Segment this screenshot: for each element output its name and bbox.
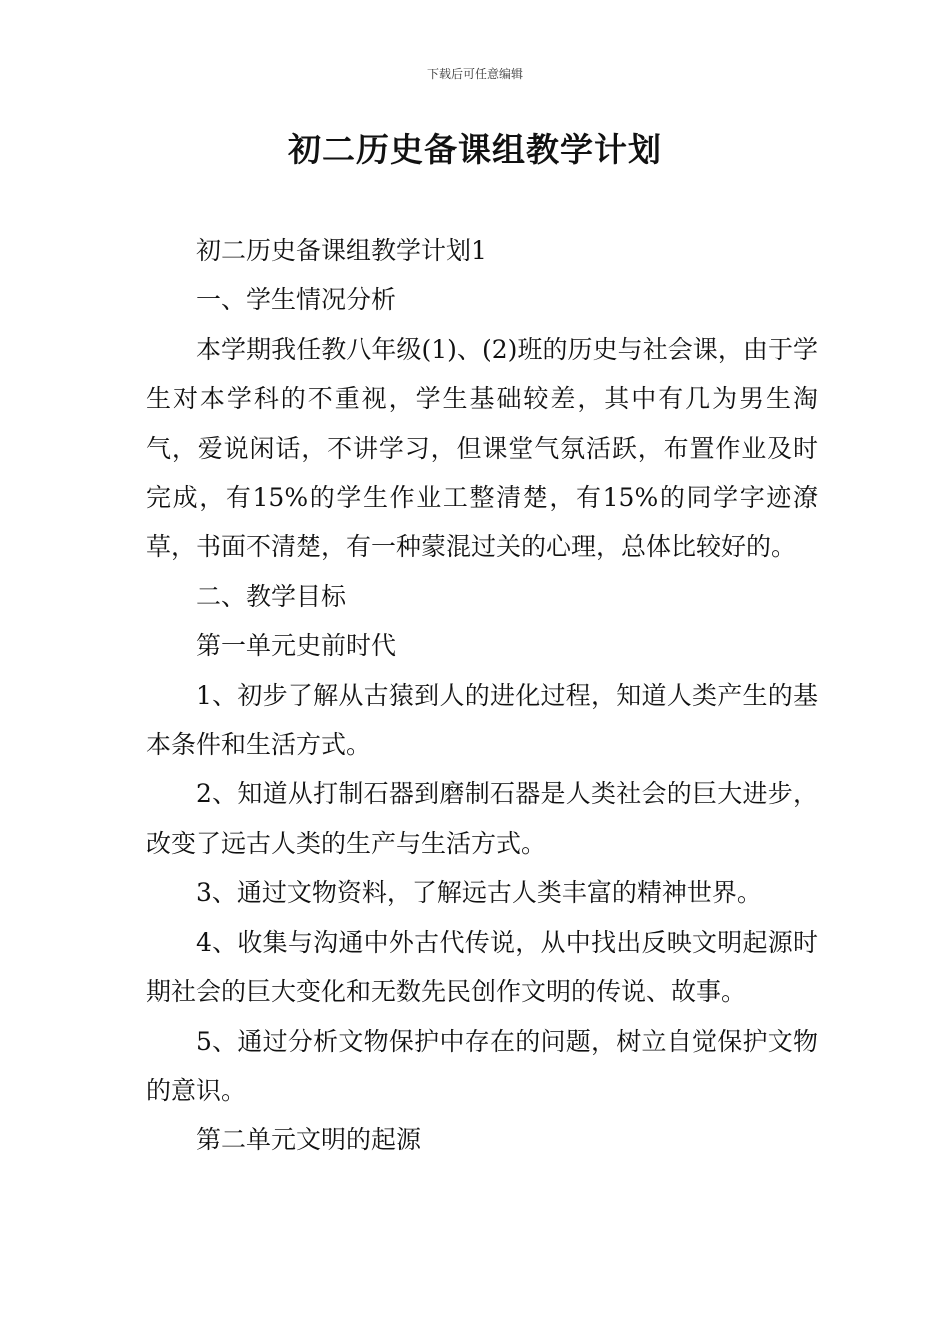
goal-item-5: 5、通过分析文物保护中存在的问题，树立自觉保护文物的意识。	[146, 1026, 818, 1105]
goal-item-1: 1、初步了解从古猿到人的进化过程，知道人类产生的基本条件和生活方式。	[146, 680, 818, 760]
document-body	[146, 226, 818, 1165]
goal-item-2: 2、知道从打制石器到磨制石器是人类社会的巨大进步，改变了远古人类的生产与生活方式。	[146, 779, 818, 858]
plan-subtitle: 初二历史备课组教学计划1	[196, 236, 487, 265]
goal-item-3: 3、通过文物资料，了解远古人类丰富的精神世界。	[196, 878, 762, 908]
section-heading-teaching-goals: 二、教学目标	[196, 581, 347, 611]
section-heading-student-analysis: 一、学生情况分析	[196, 285, 397, 315]
unit-heading-civilization: 第二单元文明的起源	[196, 1125, 422, 1155]
document-title: 初二历史备课组教学计划	[288, 130, 662, 169]
paragraph-student-analysis: 本学期我任教八年级(1)、(2)班的历史与社会课，由于学生对本学科的不重视，学生基础较差，其中有几为男生淘气，爱说闲话，不讲学习，但课堂气氛活跃，布置作业及时完成，有15%的学生作业工整清楚，有15%的同学字迹潦草，书面不清楚，有一种蒙混过关的心理，总体比较好的。	[146, 334, 818, 562]
header-note: 下载后可任意编辑	[426, 67, 523, 81]
goal-item-4: 4、收集与沟通中外古代传说，从中找出反映文明起源时期社会的巨大变化和无数先民创作文明的传说、故事。	[146, 927, 818, 1007]
unit-heading-prehistoric: 第一单元史前时代	[196, 631, 397, 661]
